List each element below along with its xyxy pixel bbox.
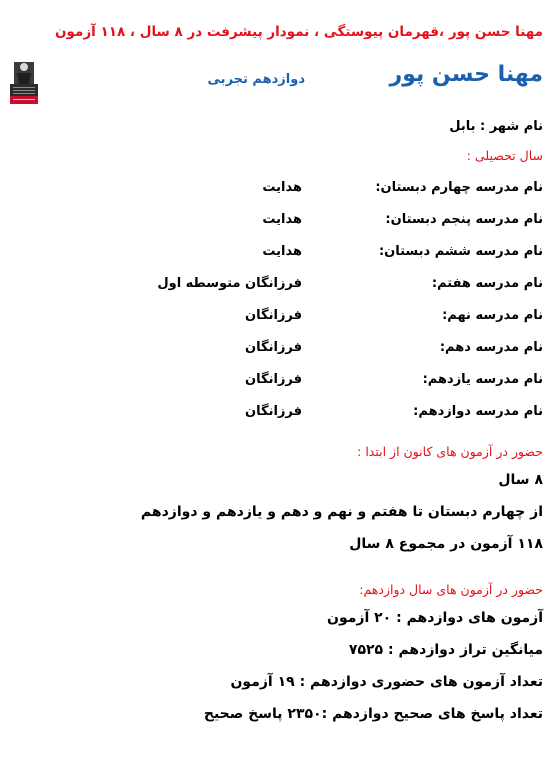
school-label: نام مدرسه دوازدهم: <box>413 404 543 419</box>
attendance-total-heading: حضور در آزمون های کانون از ابتدا : <box>357 444 543 459</box>
kanoon-logo-icon <box>8 60 40 106</box>
school-label: نام مدرسه یازدهم: <box>422 372 543 387</box>
school-value: هدایت <box>262 180 302 195</box>
school-value: فرزانگان متوسطه اول <box>157 276 302 291</box>
school-value: فرزانگان <box>245 340 302 355</box>
school-value: فرزانگان <box>245 372 302 387</box>
kanoon-logo <box>8 60 40 106</box>
attendance-grade12-heading: حضور در آزمون های سال دوازدهم: <box>359 582 543 597</box>
school-value: هدایت <box>262 212 302 227</box>
attendance-total-line: ۸ سال <box>498 472 543 488</box>
school-label: نام مدرسه هفتم: <box>431 276 543 291</box>
student-name: مهنا حسن پور <box>389 62 543 87</box>
attendance-grade12-line: میانگین تراز دوازدهم : ۷۵۲۵ <box>348 642 543 658</box>
city: نام شهر : بابل <box>449 119 543 134</box>
headline: مهنا حسن پور ،قهرمان پیوستگی ، نمودار پیشرفت در ۸ سال ، ۱۱۸ آزمون <box>55 24 543 40</box>
attendance-grade12-line: تعداد آزمون های حضوری دوازدهم : ۱۹ آزمون <box>230 674 543 690</box>
attendance-total-line: ۱۱۸ آزمون در مجموع ۸ سال <box>349 536 543 552</box>
school-label: نام مدرسه پنجم دبستان: <box>385 212 543 227</box>
school-label: نام مدرسه ششم دبستان: <box>378 244 543 259</box>
attendance-grade12-line: تعداد پاسخ های صحیح دوازدهم :۲۳۵۰ پاسخ صحیح <box>203 706 543 722</box>
attendance-grade12-line: آزمون های دوازدهم : ۲۰ آزمون <box>327 610 543 626</box>
school-value: فرزانگان <box>245 404 302 419</box>
school-label: نام مدرسه نهم: <box>442 308 543 323</box>
education-heading: سال تحصیلی : <box>466 148 543 163</box>
student-grade: دوازدهم تجربی <box>207 72 305 87</box>
school-label: نام مدرسه چهارم دبستان: <box>375 180 543 195</box>
school-value: هدایت <box>262 244 302 259</box>
school-value: فرزانگان <box>245 308 302 323</box>
school-label: نام مدرسه دهم: <box>439 340 543 355</box>
attendance-total-line: از چهارم دبستان تا هفتم و نهم و دهم و یازدهم و دوازدهم <box>140 504 543 520</box>
